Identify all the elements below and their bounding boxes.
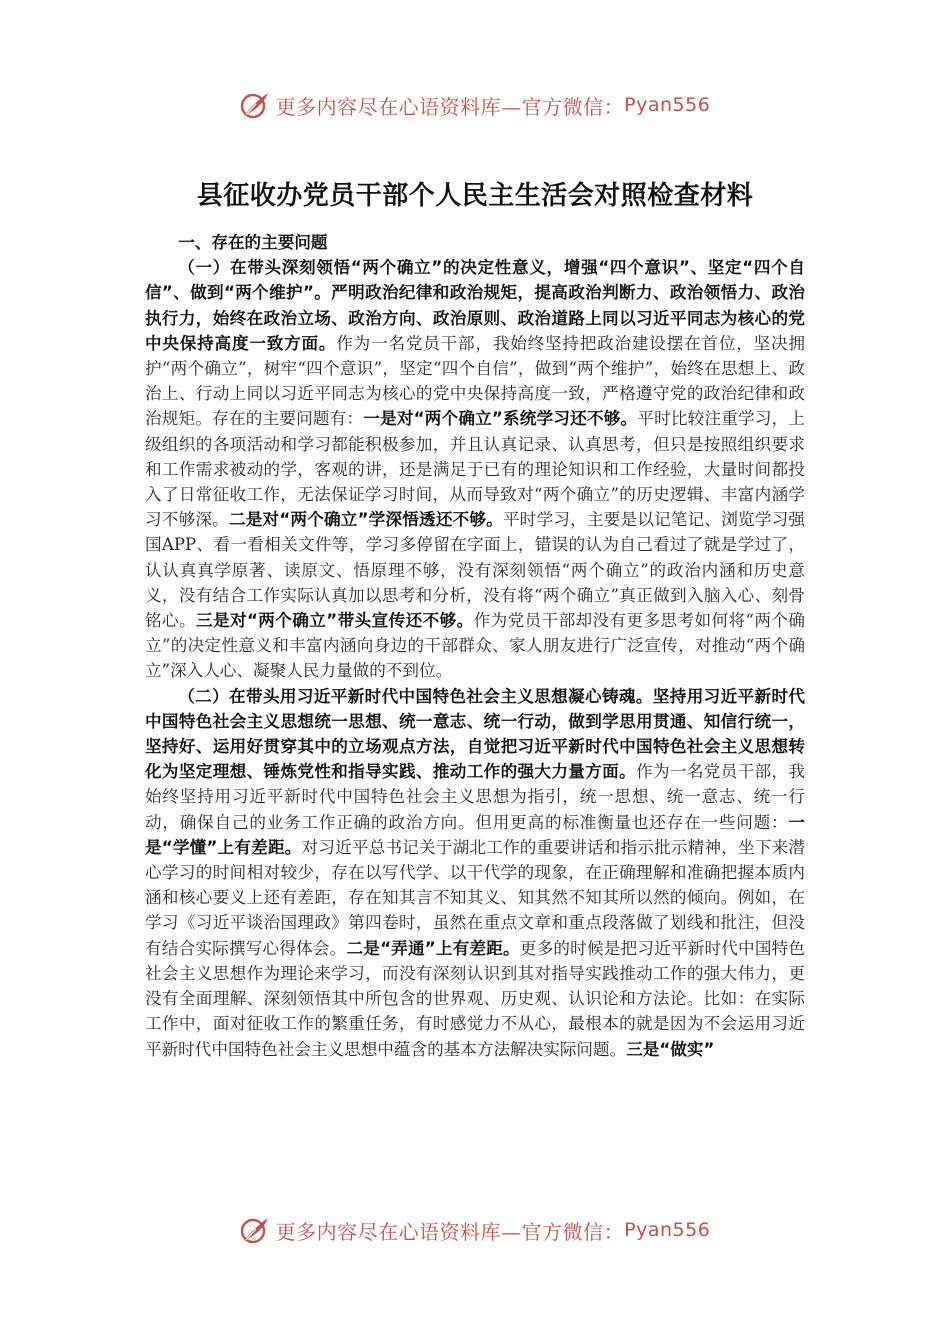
paragraph-1-text-4: 作为党员干部却没有更多思考如何将“两个确立”的决定性意义和丰富内涵向身边的干部群众、家人朋友进行广泛宣传，对推动“两个确立”深入人心、凝聚人民力量做的不到位。	[145, 611, 805, 681]
banner-handle: Pyan556	[624, 1219, 711, 1241]
paragraph-2-point-1: 一是“学懂”上有差距。	[145, 812, 805, 857]
footer-banner	[0, 1210, 950, 1250]
paragraph-2-text-2: 对习近平总书记关于湖北工作的重要讲话和指示批示精神，坐下来潜心学习的时间相对较少，存在以写代学、以干代学的现象，在正确理解和准确把握本质内涵和核心要义上还有差距，存在知其言不知其义、知其然不知其所以然的倾向。例如，在学习《习近平谈治国理政》第四卷时，虽然在重点文章和重点段落做了划线和批注，但没有结合实际撰写心得体会。	[145, 837, 805, 958]
paragraph-1-lead: （一）在带头深刻领悟“两个确立”的决定性意义，增强“四个意识”、坚定“四个自信”、做到“两个维护”。严明政治纪律和政治规矩，提高政治判断力、政治领悟力、政治执行力，始终在政治立场、政治方向、政治原则、政治道路上同以习近平同志为核心的党中央保持高度一致方面。	[145, 258, 805, 353]
paragraph-2-point-2: 二是“弄通”上有差距。	[346, 938, 520, 958]
document-body	[145, 230, 805, 1185]
paragraph-1-text-3: 平时学习，主要是以记笔记、浏览学习强国APP、看一看相关文件等，学习多停留在字面上，错误的认为自己看过了就是学过了，认认真真学原著、读原文、悟原理不够，没有深刻领悟“两个确立”的政治内涵和历史意义，没有结合工作实际认真加以思考和分析，没有将“两个确立”真正做到入脑入心、刻骨铭心。	[145, 510, 805, 631]
paragraph-2-text-3: 更多的时候是把习近平新时代中国特色社会主义思想作为理论来学习，而没有深刻认识到其对指导实践推动工作的强大伟力，更没有全面理解、深刻领悟其中所包含的世界观、历史观、认识论和方法论。比如：在实际工作中，面对征收工作的繁重任务，有时感觉力不从心，最根本的就是因为不会运用习近平新时代中国特色社会主义思想中蕴含的基本方法解决实际问题。	[145, 938, 805, 1059]
document-title: 县征收办党员干部个人民主生活会对照检查材料	[196, 181, 754, 211]
paragraph-1-point-1: 一是对“两个确立”系统学习还不够。	[363, 409, 638, 429]
header-banner	[0, 85, 950, 125]
paragraph-2-text-1: 作为一名党员干部，我始终坚持用习近平新时代中国特色社会主义思想为指引，统一思想、统一意志、统一行动，确保自己的业务工作正确的政治方向。但用更高的标准衡量也还存在一些问题：	[145, 762, 805, 832]
paragraph-2-point-3: 三是“做实”	[626, 1039, 715, 1059]
paragraph-2-lead: （二）在带头用习近平新时代中国特色社会主义思想凝心铸魂。坚持用习近平新时代中国特色社会主义思想统一思想、统一意志、统一行动，做到学思用贯通、知信行统一，坚持好、运用好贯穿其中的立场观点方法，自觉把习近平新时代中国特色社会主义思想转化为坚定理想、锤炼党性和指导实践、推动工作的强大力量方面。	[145, 686, 805, 782]
section-heading: 一、存在的主要问题	[178, 233, 328, 252]
banner-text: 更多内容尽在心语资料库—官方微信：	[275, 94, 625, 119]
quill-logo-icon	[240, 1215, 270, 1245]
banner-text: 更多内容尽在心语资料库—官方微信：	[275, 1219, 625, 1244]
paragraph-2	[145, 684, 805, 1062]
paragraph-1	[145, 255, 805, 683]
paragraph-1-point-3: 三是对“两个确立”带头宣传还不够。	[196, 611, 474, 631]
paragraph-1-text-2: 平时比较注重学习，上级组织的各项活动和学习都能积极参加，并且认真记录、认真思考，但只是按照组织要求和工作需求被动的学，客观的讲，还是满足于已有的理论知识和工作经验，大量时间都投入了日常征收工作，无法保证学习时间，从而导致对“两个确立”的历史逻辑、丰富内涵学习不够深。	[145, 409, 805, 530]
paragraph-1-text-1: 作为一名党员干部，我始终坚持把政治建设摆在首位，坚决拥护“两个确立”，树牢“四个意识”，坚定“四个自信”，做到“两个维护”，始终在思想上、政治上、行动上同以习近平同志为核心的党中央保持高度一致，严格遵守党的政治纪律和政治规矩。存在的主要问题有：	[145, 333, 805, 429]
banner-handle: Pyan556	[624, 94, 711, 116]
paragraph-1-point-2: 二是对“两个确立”学深悟透还不够。	[228, 510, 503, 530]
quill-logo-icon	[240, 90, 270, 120]
